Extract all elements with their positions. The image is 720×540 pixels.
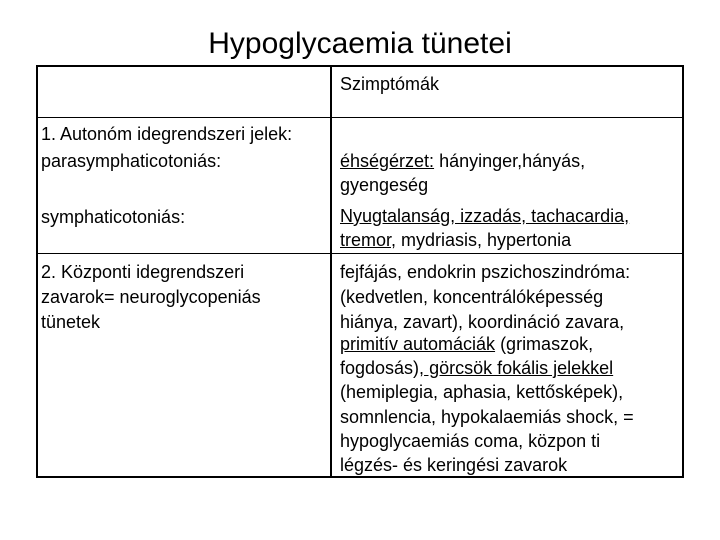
parasympathicotonia-symptoms-line-1	[340, 149, 585, 173]
row-divider	[36, 253, 684, 254]
sympathicotonia-label: symphaticotoniás:	[41, 207, 186, 227]
sympathicotonia-symptoms-line-2	[340, 228, 571, 252]
central-label-line-2: zavarok= neuroglycopeniás	[41, 287, 261, 307]
tremor-symptom: tremor,	[340, 230, 397, 250]
parasympathicotonia-symptoms-line-2: gyengeség	[340, 175, 429, 195]
parasympathicotonia-label: parasymphaticotoniás:	[41, 151, 222, 171]
hunger-symptom: éhségérzet:	[340, 151, 435, 171]
central-symptoms-line-5: fogdosás), görcsök fokális jelekkel	[340, 358, 614, 378]
nausea-symptoms: hányinger,hányás,	[434, 151, 586, 171]
central-symptoms-line-9: légzés- és keringési zavarok	[340, 455, 568, 475]
mydriasis-symptoms: mydriasis, hypertonia	[396, 230, 572, 250]
column-divider	[330, 65, 332, 478]
primitive-automatisms: primitív automáciák	[340, 334, 496, 354]
central-symptoms-line-1: fejfájás, endokrin pszichoszindróma:	[340, 262, 631, 282]
central-label-line-3: tünetek	[41, 312, 101, 332]
central-symptoms-line-3: hiánya, zavart), koordináció zavara,	[340, 312, 625, 332]
central-symptoms-line-7: somnlencia, hypokalaemiás shock, =	[340, 407, 634, 427]
sympathicotonia-symptoms-line-1: Nyugtalanság, izzadás, tachacardia,	[340, 206, 630, 226]
central-label-line-1: 2. Központi idegrendszeri	[41, 262, 245, 282]
header-row-divider	[36, 117, 684, 118]
focal-seizures: görcsök fokális jelekkel	[424, 358, 614, 378]
central-symptoms-line-8: hypoglycaemiás coma, közpon ti	[340, 431, 601, 451]
autonomic-heading: 1. Autonóm idegrendszeri jelek:	[41, 124, 293, 144]
column-header-symptoms: Szimptómák	[340, 74, 440, 94]
central-symptoms-line-4: primitív automáciák (grimaszok,	[340, 334, 594, 354]
central-symptoms-line-6: (hemiplegia, aphasia, kettősképek),	[340, 382, 624, 402]
page-title: Hypoglycaemia tünetei	[208, 27, 512, 60]
central-symptoms-line-2: (kedvetlen, koncentrálóképesség	[340, 287, 604, 307]
